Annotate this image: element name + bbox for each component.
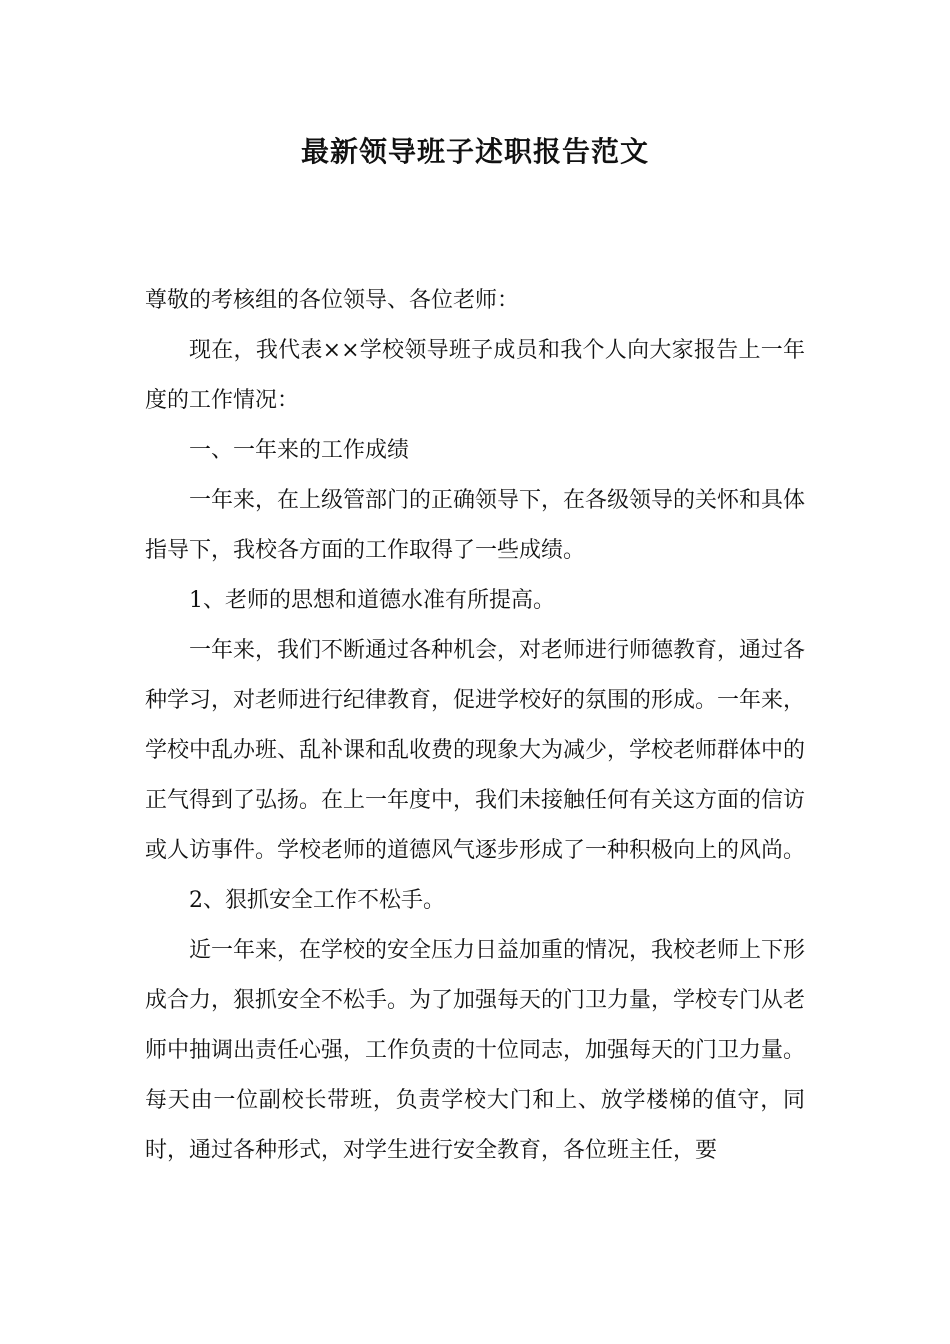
document-body bbox=[145, 276, 805, 1176]
subheading-safety-work: 2、狠抓安全工作不松手。 bbox=[189, 888, 445, 913]
salutation-paragraph: 尊敬的考核组的各位领导、各位老师： bbox=[145, 288, 520, 313]
subheading-teacher-ethics: 1、老师的思想和道德水准有所提高。 bbox=[189, 588, 555, 613]
achievements-summary-paragraph: 一年来，在上级管部门的正确领导下，在各级领导的关怀和具体指导下，我校各方面的工作取得了一些成绩。 bbox=[145, 488, 806, 563]
section-heading-achievements: 一、一年来的工作成绩 bbox=[189, 438, 410, 463]
intro-paragraph: 现在，我代表××学校领导班子成员和我个人向大家报告上一年度的工作情况： bbox=[145, 338, 805, 413]
safety-work-paragraph: 近一年来，在学校的安全压力日益加重的情况，我校老师上下形成合力，狠抓安全不松手。为了加强每天的门卫力量，学校专门从老师中抽调出责任心强，工作负责的十位同志，加强每天的门卫力量。每天由一位副校长带班，负责学校大门和上、放学楼梯的值守，同时，通过各种形式，对学生进行安全教育，各位班主任，要 bbox=[145, 938, 806, 1163]
teacher-ethics-paragraph: 一年来，我们不断通过各种机会，对老师进行师德教育，通过各种学习，对老师进行纪律教育，促进学校好的氛围的形成。一年来，学校中乱办班、乱补课和乱收费的现象大为减少，学校老师群体中的正气得到了弘扬。在上一年度中，我们未接触任何有关这方面的信访或人访事件。学校老师的道德风气逐步形成了一种积极向上的风尚。 bbox=[145, 638, 806, 863]
document-title: 最新领导班子述职报告范文 bbox=[300, 135, 649, 168]
